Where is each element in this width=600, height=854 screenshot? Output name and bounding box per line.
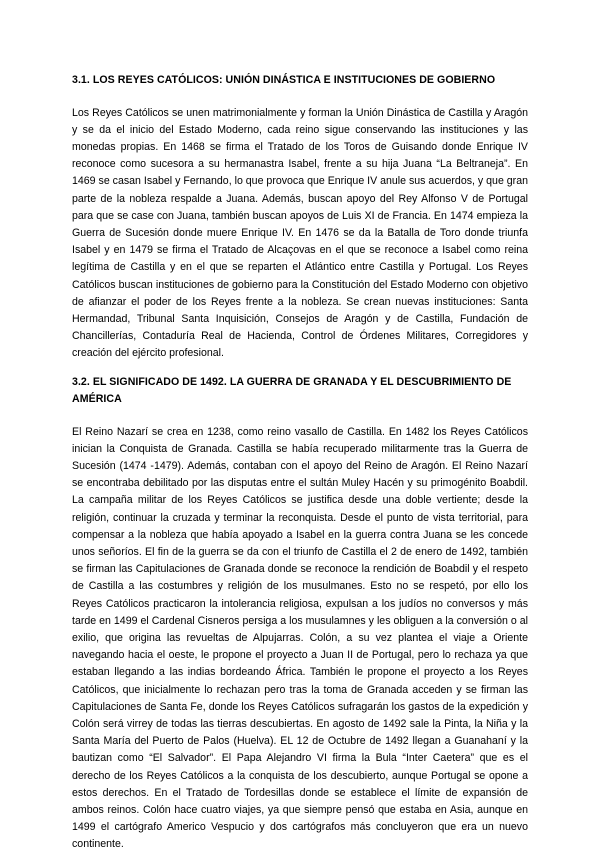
section-1-heading: 3.1. LOS REYES CATÓLICOS: UNIÓN DINÁSTICA E INSTITUCIONES DE GOBIERNO [72,74,496,86]
section-1-paragraph: Los Reyes Católicos se unen matrimonialmente y forman la Unión Dinástica de Castilla y Aragón y se da el inicio del Estado Moderno, cada reino sigue conservando las instituciones y las monedas propias. En 1468 se firma el Tratado de los Toros de Guisando donde Enrique IV reconoce como sucesora a su hermanastra Isabel, frente a su hija Juana “La Beltraneja”. En 1469 se casan Isabel y Fernando, lo que provoca que Enrique IV anule sus acuerdos, y que gran parte de la nobleza respalde a Juana. Además, buscan apoyo del Rey Alfonso V de Portugal para que se case con Juana, también buscan apoyos de Luis XI de Francia. En 1474 empieza la Guerra de Sucesión donde muere Enrique IV. En 1476 se da la Batalla de Toro donde triunfa Isabel y en 1479 se firma el Tratado de Alcaçovas en el que se reconoce a Isabel como reina legítima de Castilla y en el que se reparten el Atlántico entre Castilla y Portugal. Los Reyes Católicos buscan instituciones de gobierno para la Constitución del Estado Moderno con objetivo de afianzar el poder de los Reyes frente a la nobleza. Se crean nuevas instituciones: Santa Hermandad, Tribunal Santa Inquisición, Consejos de Aragón y de Castilla, Fundación de Chancillerías, Contaduría Real de Hacienda, Control de Órdenes Militares, Corregidores y creación del ejército profesional. [72,106,528,360]
section-2-heading: 3.2. EL SIGNIFICADO DE 1492. LA GUERRA DE GRANADA Y EL DESCUBRIMIENTO DE AMÉRICA [72,375,512,406]
section-2-paragraph: El Reino Nazarí se crea en 1238, como reino vasallo de Castilla. En 1482 los Reyes Católicos inician la Conquista de Granada. Castilla se había recuperado militarmente tras la Guerra de Sucesión (1474 -1479). Además, contaban con el apoyo del Reino de Aragón. El Reino Nazarí se encontraba debilitado por las disputas entre el sultán Muley Hacén y su primogénito Boabdil. La campaña militar de los Reyes Católicos se justifica desde una doble vertiente; desde la religión, continuar la cruzada y terminar la reconquista. Desde el punto de vista territorial, para compensar a la nobleza que había apoyado a Isabel en la guerra contra Juana se les concede unos señoríos. El fin de la guerra se da con el triunfo de Castilla el 2 de enero de 1492, también se firman las Capitulaciones de Granada donde se reconoce la rendición de Boabdil y el respeto de Castilla a las costumbres y religión de los musulmanes. Esto no se respetó, por ello los Reyes Católicos practicaron la intolerancia religiosa, expulsan a los judíos no conversos y más tarde en 1499 el Cardenal Cisneros persiga a los musulamnes y les obliguen a la conversión o al exilio, que origina las revueltas de Alpujarras. Colón, a su vez plantea el viaje a Oriente navegando hacia el oeste, le propone el proyecto a Juan II de Portugal, pero lo rechaza ya que estaban llegando a las indias bordeando África. También le propone el proyecto a los Reyes Católicos, que inicialmente lo rechazan pero tras la toma de Granada acceden y se firman las Capitulaciones de Santa Fe, donde los Reyes Católicos sufragarán los gastos de la expedición y Colón será virrey de todas las tierras descubiertas. En agosto de 1492 sale la Pinta, la Niña y la Santa María del Puerto de Palos (Huelva). EL 12 de Octubre de 1492 llegan a Guanahaní y la bautizan como “El Salvador”. El Papa Alejandro VI firma la Bula “Inter Caetera” que es el derecho de los Reyes Católicos a la conquista de los descubierto, aunque Portugal se opone a estos derechos. En el Tratado de Tordesillas donde se establece el límite de expansión de ambos reinos. Colón hace cuatro viajes, ya que siempre pensó que estaba en Asia, aunque en 1499 el cartógrafo Americo Vespucio y dos cartógrafos más concluyeron que era un nuevo continente. [72,425,528,851]
document-page [72,72,528,854]
